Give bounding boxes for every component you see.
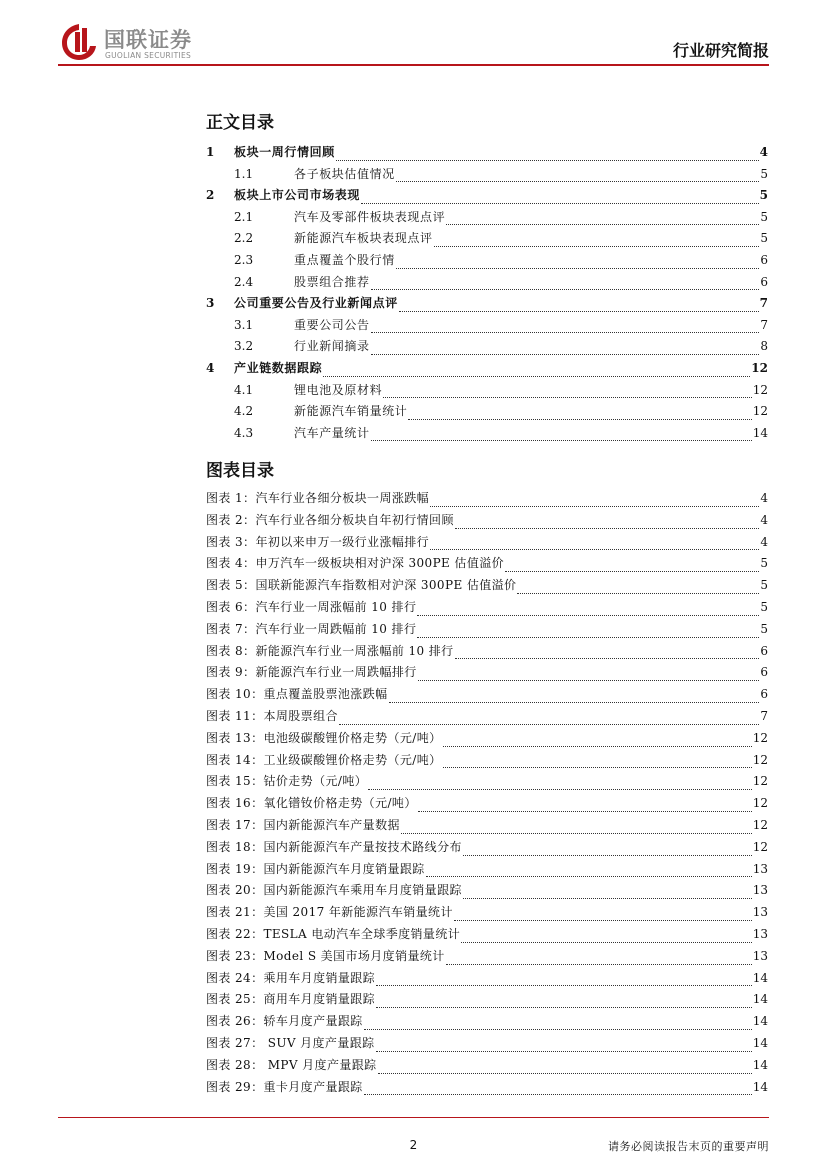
toc-entry-number: 3 (206, 296, 215, 311)
figure-entry[interactable] (206, 816, 768, 838)
dot-leader (461, 942, 752, 943)
figure-entry[interactable] (206, 533, 768, 555)
dot-leader (336, 160, 759, 161)
figure-entry-page: 5 (760, 578, 768, 593)
figure-entry-title: 图表 21：美国 2017 年新能源汽车销量统计 (206, 905, 453, 920)
toc-entry-number: 2.3 (234, 252, 254, 267)
toc-entry[interactable] (206, 229, 768, 251)
toc-entry[interactable] (206, 294, 768, 316)
dot-leader (430, 549, 759, 550)
toc-entry[interactable] (206, 186, 768, 208)
figures-heading: 图表目录 (206, 461, 274, 481)
toc-entry[interactable] (206, 381, 768, 403)
toc-entry[interactable] (206, 337, 768, 359)
figure-entry-title: 图表 26：轿车月度产量跟踪 (206, 1014, 363, 1029)
figure-entry-page: 5 (760, 621, 768, 636)
toc-entry-number: 2 (206, 188, 215, 203)
dot-leader (364, 1029, 752, 1030)
dot-leader (418, 811, 752, 812)
toc-entry-number: 3.1 (234, 317, 254, 332)
toc-entry[interactable] (206, 424, 768, 446)
toc-entry-number: 2.1 (234, 209, 254, 224)
figure-entry-title: 图表 18：国内新能源汽车产量按技术路线分布 (206, 839, 462, 854)
figure-entry-title: 图表 7：汽车行业一周跌幅前 10 排行 (206, 621, 417, 636)
toc-entry-page: 6 (760, 274, 768, 289)
figure-entry[interactable] (206, 511, 768, 533)
dot-leader (454, 920, 752, 921)
figure-entry-title: 图表 9：新能源汽车行业一周跌幅排行 (206, 665, 417, 680)
figure-entry-page: 14 (752, 1035, 768, 1050)
toc-entry-page: 7 (759, 296, 768, 311)
figure-entry-title: 图表 5：国联新能源汽车指数相对沪深 300PE 估值溢价 (206, 578, 517, 593)
toc-entry[interactable] (206, 251, 768, 273)
dot-leader (368, 789, 752, 790)
toc-entry-number: 4.3 (234, 425, 254, 440)
dot-leader (455, 528, 760, 529)
dot-leader (389, 702, 760, 703)
figure-entry[interactable] (206, 729, 768, 751)
toc-entry[interactable] (206, 402, 768, 424)
dot-leader (463, 855, 752, 856)
figure-entry[interactable] (206, 860, 768, 882)
dot-leader (396, 268, 760, 269)
dot-leader (323, 376, 750, 377)
figure-entry-title: 图表 11：本周股票组合 (206, 708, 338, 723)
figure-entry[interactable] (206, 685, 768, 707)
toc-entry-page: 5 (760, 209, 768, 224)
dot-leader (339, 724, 759, 725)
figure-entry-title: 图表 15：钴价走势（元/吨） (206, 774, 368, 789)
figure-entry[interactable] (206, 598, 768, 620)
figure-entry[interactable] (206, 794, 768, 816)
toc-entry-page: 5 (759, 188, 768, 203)
dot-leader (517, 593, 759, 594)
header-divider (58, 64, 769, 66)
toc-entry-title: 新能源汽车销量统计 (294, 404, 408, 419)
toc-entry-page: 4 (759, 145, 768, 159)
figure-entry[interactable] (206, 881, 768, 903)
figure-entry-page: 14 (752, 1079, 768, 1094)
toc-entry[interactable] (206, 165, 768, 187)
dot-leader (417, 615, 759, 616)
toc-entry[interactable] (206, 359, 768, 381)
figure-entry-page: 12 (752, 796, 768, 811)
figure-entry-title: 图表 8：新能源汽车行业一周涨幅前 10 排行 (206, 643, 454, 658)
figure-entry-title: 图表 28： MPV 月度产量跟踪 (206, 1057, 377, 1072)
figure-entry[interactable] (206, 990, 768, 1012)
figure-entry-page: 12 (752, 817, 768, 832)
dot-leader (505, 571, 759, 572)
toc-entry-number: 4.2 (234, 404, 254, 419)
figure-entry-title: 图表 24：乘用车月度销量跟踪 (206, 970, 376, 985)
figure-entry-title: 图表 27： SUV 月度产量跟踪 (206, 1035, 375, 1050)
company-logo (60, 22, 230, 64)
figure-entry-page: 12 (752, 752, 768, 767)
toc-entry-title: 板块上市公司市场表现 (234, 188, 361, 203)
figure-entry-page: 13 (752, 948, 768, 963)
figure-entry-title: 图表 2：汽车行业各细分板块自年初行情回顾 (206, 512, 454, 527)
dot-leader (399, 311, 759, 312)
figure-entry-title: 图表 23：Model S 美国市场月度销量统计 (206, 948, 445, 963)
figure-entry[interactable] (206, 772, 768, 794)
toc-entry-number: 4.1 (234, 382, 254, 397)
figure-entry-page: 6 (760, 687, 768, 702)
toc-entry[interactable] (206, 316, 768, 338)
figure-entry[interactable] (206, 620, 768, 642)
figure-entry-page: 14 (752, 1057, 768, 1072)
figure-entry-title: 图表 1：汽车行业各细分板块一周涨跌幅 (206, 491, 430, 505)
figure-entry-page: 14 (752, 970, 768, 985)
figure-entry-page: 5 (760, 556, 768, 571)
figure-entry-title: 图表 25：商用车月度销量跟踪 (206, 992, 376, 1007)
toc-entry-title: 公司重要公告及行业新闻点评 (234, 296, 398, 311)
dot-leader (401, 833, 752, 834)
toc-entry-number: 1 (206, 145, 215, 159)
figure-entry[interactable] (206, 1012, 768, 1034)
dot-leader (376, 1051, 752, 1052)
figure-entry-title: 图表 20：国内新能源汽车乘用车月度销量跟踪 (206, 883, 462, 898)
report-type-label: 行业研究简报 (672, 41, 769, 60)
dot-leader (371, 289, 760, 290)
dot-leader (455, 658, 760, 659)
toc-entry-page: 7 (760, 317, 768, 332)
dot-leader (396, 181, 760, 182)
figure-entry-page: 5 (760, 599, 768, 614)
table-of-contents (206, 143, 768, 445)
toc-heading: 正文目录 (206, 113, 274, 133)
figure-entry-page: 13 (752, 926, 768, 941)
logo-en-text: GUOLIAN SECURITIES (105, 51, 192, 60)
logo-mark-icon (60, 22, 98, 62)
figure-entry[interactable] (206, 1034, 768, 1056)
toc-entry[interactable] (206, 143, 768, 165)
figure-entry-title: 图表 3：年初以来申万一级行业涨幅排行 (206, 534, 430, 549)
toc-entry-title: 汽车及零部件板块表现点评 (294, 209, 446, 224)
toc-entry-page: 5 (760, 231, 768, 246)
toc-entry-title: 各子板块估值情况 (294, 166, 395, 181)
figure-entry[interactable] (206, 707, 768, 729)
dot-leader (434, 246, 760, 247)
figure-entry-page: 6 (760, 643, 768, 658)
toc-entry-page: 12 (751, 360, 768, 375)
toc-entry-page: 12 (752, 382, 768, 397)
figure-entry-title: 图表 13：电池级碳酸锂价格走势（元/吨） (206, 730, 442, 745)
dot-leader (371, 440, 752, 441)
toc-entry[interactable] (206, 273, 768, 295)
toc-entry-title: 汽车产量统计 (294, 425, 370, 440)
figure-entry[interactable] (206, 554, 768, 576)
toc-entry-title: 重要公司公告 (294, 317, 370, 332)
figure-entry[interactable] (206, 925, 768, 947)
figure-entry-page: 13 (752, 883, 768, 898)
dot-leader (443, 746, 752, 747)
figure-entry-page: 13 (752, 905, 768, 920)
figure-entry[interactable] (206, 663, 768, 685)
figure-entry[interactable] (206, 1056, 768, 1078)
figure-entry-page: 14 (752, 1014, 768, 1029)
toc-entry-number: 2.2 (234, 231, 254, 246)
toc-entry-page: 8 (760, 339, 768, 354)
figure-entry[interactable] (206, 903, 768, 925)
toc-entry-page: 12 (752, 404, 768, 419)
figure-entry[interactable] (206, 947, 768, 969)
figure-entry-page: 13 (752, 861, 768, 876)
toc-entry-page: 6 (760, 252, 768, 267)
logo-cn-text: 国联证券 (104, 28, 192, 52)
dot-leader (463, 898, 752, 899)
toc-entry-title: 新能源汽车板块表现点评 (294, 231, 433, 246)
dot-leader (371, 354, 760, 355)
footer-divider (58, 1117, 769, 1118)
toc-entry-title: 产业链数据跟踪 (234, 360, 323, 375)
toc-entry-page: 14 (752, 425, 768, 440)
dot-leader (417, 637, 759, 638)
figure-entry-page: 14 (752, 992, 768, 1007)
figure-entry-page: 4 (760, 512, 768, 527)
toc-entry-title: 锂电池及原材料 (294, 382, 383, 397)
figure-entry-title: 图表 4：申万汽车一级板块相对沪深 300PE 估值溢价 (206, 556, 505, 571)
dot-leader (408, 419, 751, 420)
figure-entry-title: 图表 29：重卡月度产量跟踪 (206, 1079, 363, 1094)
toc-entry-title: 重点覆盖个股行情 (294, 252, 395, 267)
figure-entry-page: 12 (752, 730, 768, 745)
figure-entry-page: 12 (752, 774, 768, 789)
figure-entry[interactable] (206, 489, 768, 511)
toc-entry-title: 板块一周行情回顾 (234, 145, 335, 159)
figure-entry-page: 7 (760, 708, 768, 723)
dot-leader (364, 1094, 752, 1095)
dot-leader (371, 332, 760, 333)
figure-entry[interactable] (206, 642, 768, 664)
toc-entry-number: 2.4 (234, 274, 254, 289)
page-number: 2 (409, 1138, 418, 1152)
toc-entry[interactable] (206, 208, 768, 230)
dot-leader (446, 224, 759, 225)
dot-leader (361, 203, 759, 204)
figure-entry[interactable] (206, 576, 768, 598)
figure-entry-title: 图表 14：工业级碳酸锂价格走势（元/吨） (206, 752, 442, 767)
figure-entry-title: 图表 22：TESLA 电动汽车全球季度销量统计 (206, 926, 461, 941)
figure-entry[interactable] (206, 838, 768, 860)
figure-entry-page: 12 (752, 839, 768, 854)
toc-entry-page: 5 (760, 166, 768, 181)
figure-entry-title: 图表 10：重点覆盖股票池涨跌幅 (206, 687, 388, 702)
figure-entry-title: 图表 17：国内新能源汽车产量数据 (206, 817, 400, 832)
dot-leader (378, 1073, 752, 1074)
toc-entry-number: 1.1 (234, 166, 254, 181)
toc-entry-title: 行业新闻摘录 (294, 339, 370, 354)
footer-disclaimer: 请务必阅读报告末页的重要声明 (608, 1140, 769, 1153)
dot-leader (383, 397, 752, 398)
figure-entry-page: 6 (760, 665, 768, 680)
toc-entry-number: 3.2 (234, 339, 254, 354)
figure-list (206, 489, 768, 1099)
figure-entry[interactable] (206, 1078, 768, 1100)
figure-entry[interactable] (206, 751, 768, 773)
figure-entry-title: 图表 19：国内新能源汽车月度销量跟踪 (206, 861, 425, 876)
figure-entry-page: 4 (760, 491, 768, 505)
dot-leader (443, 767, 752, 768)
dot-leader (446, 964, 752, 965)
figure-entry-title: 图表 16：氧化镨钕价格走势（元/吨） (206, 796, 417, 811)
figure-entry-title: 图表 6：汽车行业一周涨幅前 10 排行 (206, 599, 417, 614)
dot-leader (430, 506, 759, 507)
dot-leader (426, 876, 752, 877)
figure-entry[interactable] (206, 969, 768, 991)
toc-entry-number: 4 (206, 360, 215, 375)
dot-leader (418, 680, 760, 681)
figure-entry-page: 4 (760, 534, 768, 549)
dot-leader (376, 985, 752, 986)
dot-leader (376, 1007, 752, 1008)
toc-entry-title: 股票组合推荐 (294, 274, 370, 289)
